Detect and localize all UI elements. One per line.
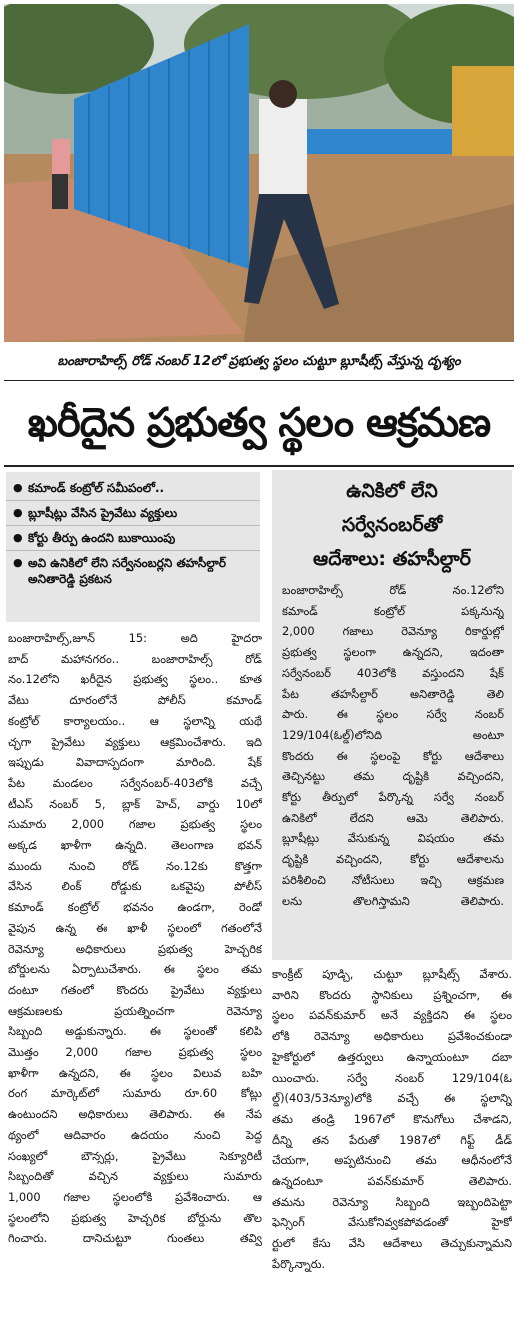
text-line: రెవెన్యూ అధికారులు ప్రభుత్వ హెచ్చరిక	[8, 941, 262, 956]
text-line: బాద్‌ మహానగరం.. బంజారాహిల్స్‌ రోడ్‌	[8, 651, 262, 666]
text-line: కాంక్రీట్‌ పూడ్చి, చుట్టూ బ్లూషీట్స్‌ వేశారు.	[272, 967, 512, 981]
text-line: ఉంటుందని అధికారులు తెలిపారు. ఈ నేప	[8, 1107, 262, 1122]
text-line: పేర్కొన్నారు.	[272, 1256, 326, 1271]
text-line: సంఖ్యలో బౌన్సర్లు, ప్రైవేటు సెక్యూరిటీ	[8, 1148, 262, 1163]
text-line: బ్లూషీట్లు వేసుకున్న విషయం తమ	[282, 831, 504, 846]
text-line: తెచ్చినట్టు తమ దృష్టికి వచ్చిందని,	[282, 769, 504, 784]
text-line: ర్టులో కేసు వేసి ఆదేశాలు తెచ్చుకున్నామని	[272, 1236, 512, 1251]
text-line: స్థలంలోని ప్రభుత్వ హెచ్చరిక బోర్డును తొల	[8, 1210, 262, 1225]
text-line: రంగ మార్కెట్‌లో సుమారు రూ.60 కోట్లు	[8, 1086, 262, 1101]
text-line: వైపున ఉన్న ఈ ఖాళీ స్థలంలో గతంలోనే	[8, 920, 262, 935]
text-line: ప్రభుత్వ స్థలంగా ఉన్నదని, ఇదంతా	[282, 645, 504, 660]
text-line: 129/104(ఓల్డ్‌)లోనిది అంటూ	[282, 727, 504, 742]
headline: ఖరీదైన ప్రభుత్వ స్థలం ఆక్రమణ	[27, 400, 491, 446]
text-line: లోకి రెవెన్యూ అధికారులు ప్రవేశించకుండా	[272, 1029, 512, 1044]
text-line: చేయగా, అప్పటినుంచి తమ ఆధీనంలోనే	[272, 1153, 512, 1168]
text-line: సిబ్బందితో వచ్చిన వ్యక్తులు సుమారు	[8, 1169, 262, 1184]
text-line: స్థలం పవన్‌కుమార్‌ అనే వ్యక్తిదని ఈ స్థలం	[272, 1008, 512, 1023]
text-line: బంజారాహిల్స్‌,జూన్‌ 15: అది హైదరా	[8, 631, 262, 645]
text-line: చ్ఛగా ప్రైవేటు వ్యక్తులు ఆక్రమించేశారు. ఇది	[8, 734, 262, 749]
sidebar-title: ఉనికిలో లేని సర్వేనంబర్‌తో ఆదేశాలు: తహసీల్దార్‌	[313, 480, 471, 570]
text-line: అక్కడ ఖాళీగా ఉన్నది. తెలంగాణ భవన్‌	[8, 838, 262, 853]
text-line: ఖాళీగా ఉన్నదని, ఈ స్థలం విలువ బహి	[8, 1065, 262, 1080]
text-line: బోర్డులను ఏర్పాటుచేశారు. ఈ స్థలం తమ	[8, 962, 262, 977]
photo-caption: బంజారాహిల్స్‌ రోడ్‌ నంబర్‌ 12లో ప్రభుత్వ స్థలం చుట్టూ బ్లూషీట్స్‌ వేస్తున్న దృశ్యం	[4, 344, 514, 381]
text-line: ఇప్పుడు వివాదాస్పదంగా మారింది. షేక్‌	[8, 755, 262, 770]
text-line: లను తొలగిస్తామని తెలిపారు.	[282, 893, 504, 908]
text-line: 2,000 గజాలు రెవెన్యూ రికార్డుల్లో	[282, 624, 504, 639]
text-line: పేట మండలం సర్వేనంబర్‌-403లోకి వచ్చే	[8, 775, 262, 790]
text-line: ఫెన్సింగ్‌ వేసుకోనివ్వకపోవడంతో హైకో	[272, 1215, 512, 1230]
text-line: వేటు దూరంలోనే పోలీస్‌ కమాండ్‌	[8, 693, 262, 708]
text-line: వారిని కొందరు స్థానికులు ప్రశ్నించగా, ఈ	[272, 987, 512, 1002]
text-line: కొందరు ఈ స్థలంపై కోర్టు ఆదేశాలు	[282, 748, 504, 763]
text-line: గించారు. దానిచుట్టూ గుంతలు తవ్వి	[8, 1231, 262, 1246]
article-column-1	[8, 628, 262, 1249]
text-line: హైకోర్టులో ఉత్తర్వులు ఉన్నాయంటూ దబా	[272, 1049, 512, 1064]
text-line: పేట తహసీల్దార్‌ అనితారెడ్డి తెలి	[282, 686, 504, 701]
text-line: మొత్తం 2,000 గజాల ప్రభుత్వ స్థలం	[8, 1045, 262, 1060]
text-line: థ్యంలో ఆదివారం ఉదయం నుంచి పెద్ద	[8, 1127, 262, 1142]
text-line: నం.12లోని ఖరీదైన ప్రభుత్వ స్థలం.. కూత	[8, 672, 262, 687]
divider	[4, 465, 514, 467]
text-line: ల్డ్‌)(403/53న్యూ)లోకి వచ్చే ఈ స్థలాన్ని	[272, 1091, 512, 1106]
text-line: కంట్రోల్‌ కార్యాలయం.. ఆ స్థలాన్ని యథే	[8, 713, 262, 728]
highlight-item: ● కమాండ్‌ కంట్రోల్‌ సమీపంలో..	[6, 476, 260, 500]
text-line: సుమారు 2,000 గజాల ప్రభుత్వ స్థలం	[8, 817, 262, 832]
article-column-2	[272, 964, 512, 1275]
text-line: ఉన్నదంటూ పవన్‌కుమార్‌ తెలిపారు.	[272, 1174, 512, 1189]
text-line: టీఎస్‌ నంబర్‌ 5, బ్లాక్‌ హెచ్‌, వార్డు 10లో	[8, 796, 262, 811]
text-line: సిబ్బంది అడ్డుకున్నారు. ఈ స్థలంతో కలిపి	[8, 1024, 262, 1039]
text-line: దృష్టికి వచ్చిందని, కోర్టు ఆదేశాలను	[282, 852, 504, 867]
text-line: ఉనికిలో లేదని ఆమె తెలిపారు.	[282, 810, 504, 825]
text-line: దీన్ని తన పేరుతో 1987లో గిఫ్ట్‌ డీడ్‌	[272, 1132, 512, 1147]
text-line: యించారు. సర్వే నంబర్‌ 129/104(ఓ	[272, 1070, 512, 1085]
text-line: వేసిన లింక్‌ రోడ్డుకు ఒకవైపు పోలీస్‌	[8, 879, 262, 894]
text-line: కమాండ్‌ కంట్రోల్‌ పక్కనున్న	[282, 603, 504, 618]
highlight-item: ● బ్లూషీట్లు వేసిన ప్రైవేటు వ్యక్తులు	[6, 500, 260, 525]
text-line: పరిశీలించి నోటీసులు ఇచ్చి ఆక్రమణ	[282, 872, 504, 887]
text-line: దంటూ గతంలో కొందరు ప్రైవేటు వ్యక్తులు	[8, 982, 262, 997]
text-line: తమను రెవెన్యూ సిబ్బంది ఇబ్బందిపెట్టా	[272, 1194, 512, 1209]
text-line: 1,000 గజాల స్థలంలోకి ప్రవేశించారు. ఆ	[8, 1189, 262, 1204]
text-line: బంజారాహిల్స్‌ రోడ్‌ నం.12లోని	[282, 583, 504, 597]
highlight-item: ● అవి ఉనికిలో లేని సర్వేనంబర్లని తహసీల్దార్‌ అనితారెడ్డి ప్రకటన	[6, 550, 260, 591]
text-line: ఆక్రమణలకు ప్రయత్నించగా రెవెన్యూ	[8, 1003, 262, 1018]
news-photo	[4, 4, 514, 342]
sidebar-body	[272, 576, 512, 911]
text-line: ముందు నుంచి రోడ్‌ నం.12కు కొత్తగా	[8, 858, 262, 873]
highlight-item: ● కోర్టు తీర్పు ఉందని బుకాయింపు	[6, 525, 260, 550]
text-line: సర్వేనంబర్‌ 403లోకి వస్తుందని షేక్‌	[282, 665, 504, 680]
text-line: పారు. ఈ స్థలం సర్వే నంబర్‌	[282, 707, 504, 722]
text-line: తమ తండ్రి 1967లో కొనుగోలు చేశాడని,	[272, 1111, 512, 1126]
highlights-box	[6, 472, 260, 622]
text-line: కమాండ్‌ కంట్రోల్‌ భవనం ఉండగా, రెండో	[8, 900, 262, 915]
text-line: కోర్టు తీర్పులో పేర్కొన్న సర్వే నంబర్‌	[282, 790, 504, 805]
photo-illustration	[4, 4, 514, 342]
tahsildar-sidebar	[272, 470, 512, 960]
